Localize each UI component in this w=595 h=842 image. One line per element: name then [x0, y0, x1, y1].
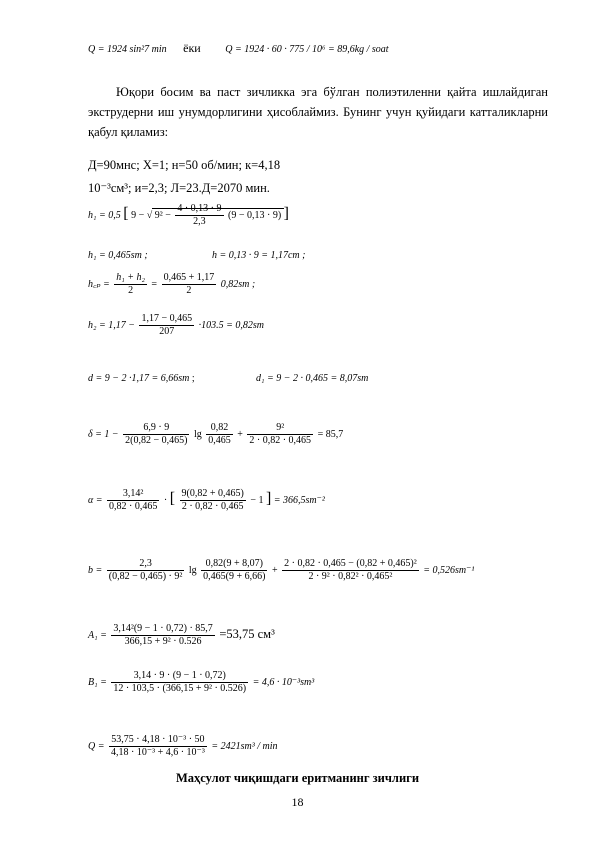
or-word: ёки: [183, 41, 201, 55]
formula-h-value: h = 0,13 · 9 = 1,17cm ;: [212, 250, 306, 261]
formula-delta: δ = 1 − $\frac{6,9 \cdot 9}{2(0,82 - 0,465)}$ lg $\frac{0,82}{0,465}$ + $\frac{\text{9²}}{2 \cdot 0,82 \cdot 0,465}$ = 85,7: [88, 422, 344, 446]
formula-hcp: h꜀ₚ = $\frac{\text{h₁ + h₂}}{2}$ = $\frac{0,465 + 1,17}{2}$ 0,82sm ;: [88, 272, 256, 296]
formula-q-b: Q = 1924 · 60 · 775 / 10⁶ = 89,6kg / soat: [225, 44, 389, 55]
params-line-2: 10⁻³см³; и=2,3; Л=23.Д=2070 мин.: [88, 181, 270, 195]
formula-A1: A₁ = $\frac{\text{3,14²(9 − 1 · 0,72) · 85,7}}{\text{366,15 + 9² · 0.526}}$ =53,75 см³: [88, 623, 275, 647]
params-line-1: Д=90мнс; Х=1; н=50 об/мин; к=4,18: [88, 158, 281, 172]
formula-Q: Q = $\frac{\text{53,75 · 4,18 · 10⁻³ · 50}}{\text{4,18 · 10⁻³ + 4,6 · 10⁻³}}$ = 2421sm³ / min: [88, 734, 278, 758]
formula-d1: d₁ = 9 − 2 · 0,465 = 8,07sm: [256, 373, 369, 384]
formula-h1: h₁ = 0,5 [ 9 − √ 9² − $\frac{4 \cdot 0,13 \cdot 9}{2,3}$ (9 − 0,13 · 9) ]: [88, 203, 289, 227]
formula-b: b = $\frac{2,3}{\text{(0,82 − 0,465) · 9²}}$ lg $\frac{0,82(9 + 8,07)}{0,465(9 + 6,66)}$ + $\frac{\text{2 · 0,82 · 0,465 − (0,82 + 0,465)²}}{\text{2 · 9² · 0,82² · 0,465²}}$ = 0,526sm⁻¹: [88, 558, 475, 582]
page-number: 18: [291, 795, 304, 809]
intro-paragraph: Юқори босим ва паст зичликка эга бўлган полиэтиленни қайта ишлайдиган экструдерни иш унумдорлигини ҳисоблаймиз. Бунинг учун қуйидаги катталикларни қабул қиламиз:: [88, 85, 548, 139]
header-formula-line: [88, 42, 389, 56]
section-caption: Маҳсулот чиқишдаги еритманинг зичлиги: [175, 771, 420, 785]
formula-alpha: α = $\frac{\text{3,14²}}{0,82 \cdot 0,465}$ · [ $\frac{9(0,82 + 0,465)}{2 \cdot 0,82 \cdot 0,465}$ − 1 ] = 366,5sm⁻²: [88, 488, 325, 512]
formula-B1: B₁ = $\frac{3,14 \cdot 9 \cdot (9 - 1 \cdot 0,72)}{\text{12 · 103,5 · (366,15 + 9² · 0.526)}}$ = 4,6 · 10⁻³sm³: [88, 670, 315, 694]
formula-q-a: Q = 1924 sin²7 min: [88, 44, 167, 55]
formula-h1-value: h₁ = 0,465sm ;: [88, 250, 148, 261]
formula-d: d = 9 − 2 ·1,17 = 6,66sm ;: [88, 373, 195, 384]
formula-h2: h₂ = 1,17 − $\frac{1,17 - 0,465}{207}$ ·103.5 = 0,82sm: [88, 313, 264, 337]
